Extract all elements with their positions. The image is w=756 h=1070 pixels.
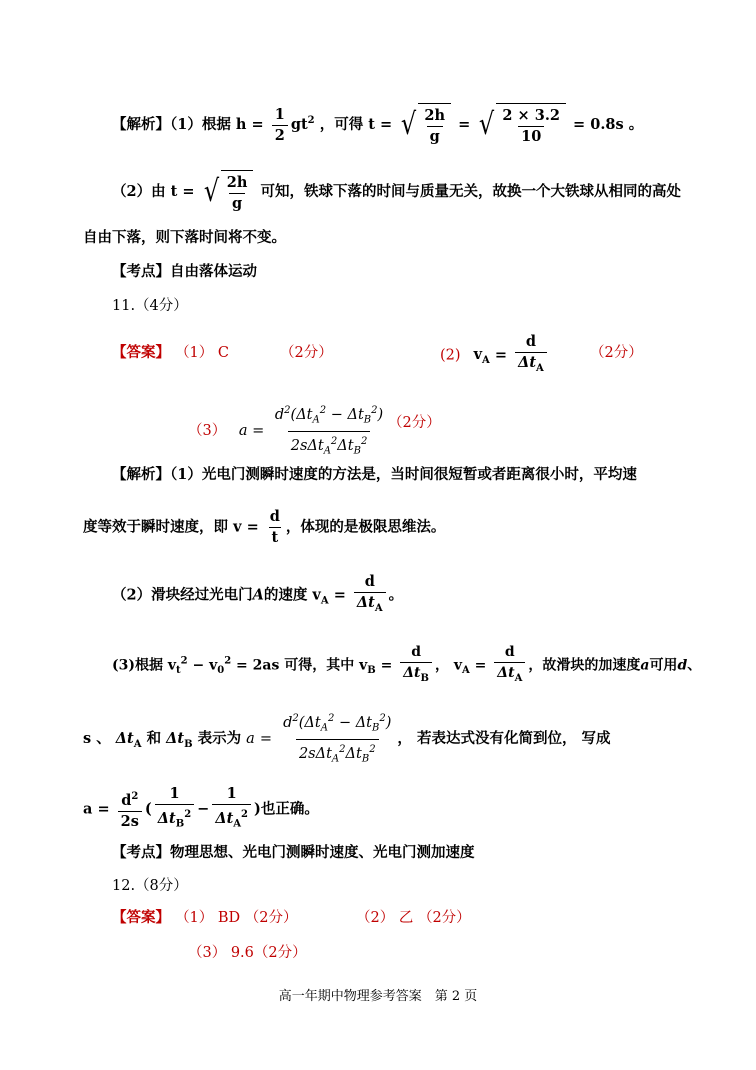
question-12-title: 12.（8分）: [112, 878, 188, 894]
analysis-line-1: 【解析】（1）根据 h = $\frac{1}{2}$ $gt^2$ ，可得 t = √ $\frac{2h}{g}$ = √ $\frac{2 \times 3.2}{10}$ = 0.8s 。: [112, 103, 643, 147]
knowledge-point-2: 【考点】物理思想、光电门测瞬时速度、光电门测加速度: [112, 844, 475, 861]
answer-12-part-3: （3） 9.6（2分）: [188, 945, 307, 961]
answer-11-line-1: 【答案】 （1） C: [112, 344, 229, 361]
analysis-11-line-2: 度等效于瞬时速度，即 v = $\frac{d}{t}$ ，体现的是极限思维法。: [83, 508, 446, 546]
analysis-tag: 【解析】: [112, 116, 170, 133]
page-footer: 高一年期中物理参考答案 第 2 页: [278, 989, 478, 1004]
knowledge-point-1: 【考点】自由落体运动: [112, 263, 257, 280]
question-11-title: 11.（4分）: [112, 298, 188, 314]
formula-t: t = √ $\frac{2h}{g}$ = √ $\frac{2 \times 3.2}{10}$ = 0.8s: [368, 116, 628, 133]
formula-h: h = $\frac{1}{2}$ $gt^2$: [235, 105, 315, 144]
analysis-11-line-3: （2）滑块经过光电门A的速度 $v_A$ = $\frac{d}{\Delta t_A}$ 。: [112, 573, 403, 618]
answer-11-part-3: （3） a = $\frac{d^2(\Delta t_A^2 - \Delta t_B^2)}{2s\Delta t_A^2\Delta t_B^2}$: [188, 402, 389, 460]
answer-11-score-2: （2分）: [590, 345, 643, 361]
analysis-11-line-4: (3)根据 $v_t^2 - v_0^2 = 2as$ 可得，其中 $v_B$ = $\frac{d}{\Delta t_B}$ ， $v_A$ = $\frac{d}{\Delta t_A}$ ，故滑块的加速度a可用d、: [112, 643, 701, 688]
analysis-11-line-5: s 、 $\Delta t_A$ 和 $\Delta t_B$ 表示为 a = $\frac{d^2(\Delta t_A^2 - \Delta t_B^2)}{2s\Delta t_A^2\Delta t_B^2}$ ， 若表达式没有化简到位， 写成: [83, 710, 611, 768]
analysis-11-line-6: a = $\frac{d^2}{2s}$ ( $\frac{1}{\Delta t_B^2}$ − $\frac{1}{\Delta t_A^2}$ )也正确。: [83, 785, 319, 834]
answer-11-part-2: (2) $v_A$ = $\frac{d}{\Delta t_A}$: [440, 333, 550, 378]
answer-tag: 【答案】: [112, 344, 170, 361]
answer-12-part-2: （2） 乙 （2分）: [356, 910, 471, 926]
answer-12-line-1: 【答案】 （1） BD （2分）: [112, 909, 298, 926]
analysis-line-2: （2）由 t = √ $\frac{2h}{g}$ 可知，铁球下落的时间与质量无关，故换一个大铁球从相同的高处: [112, 170, 681, 214]
analysis-line-3: 自由下落，则下落时间将不变。: [83, 229, 286, 246]
analysis-11-line-1: 【解析】（1）光电门测瞬时速度的方法是，当时间很短暂或者距离很小时，平均速: [112, 466, 637, 483]
answer-11-score-3: （2分）: [388, 415, 441, 431]
answer-11-score-1: （2分）: [280, 345, 333, 361]
